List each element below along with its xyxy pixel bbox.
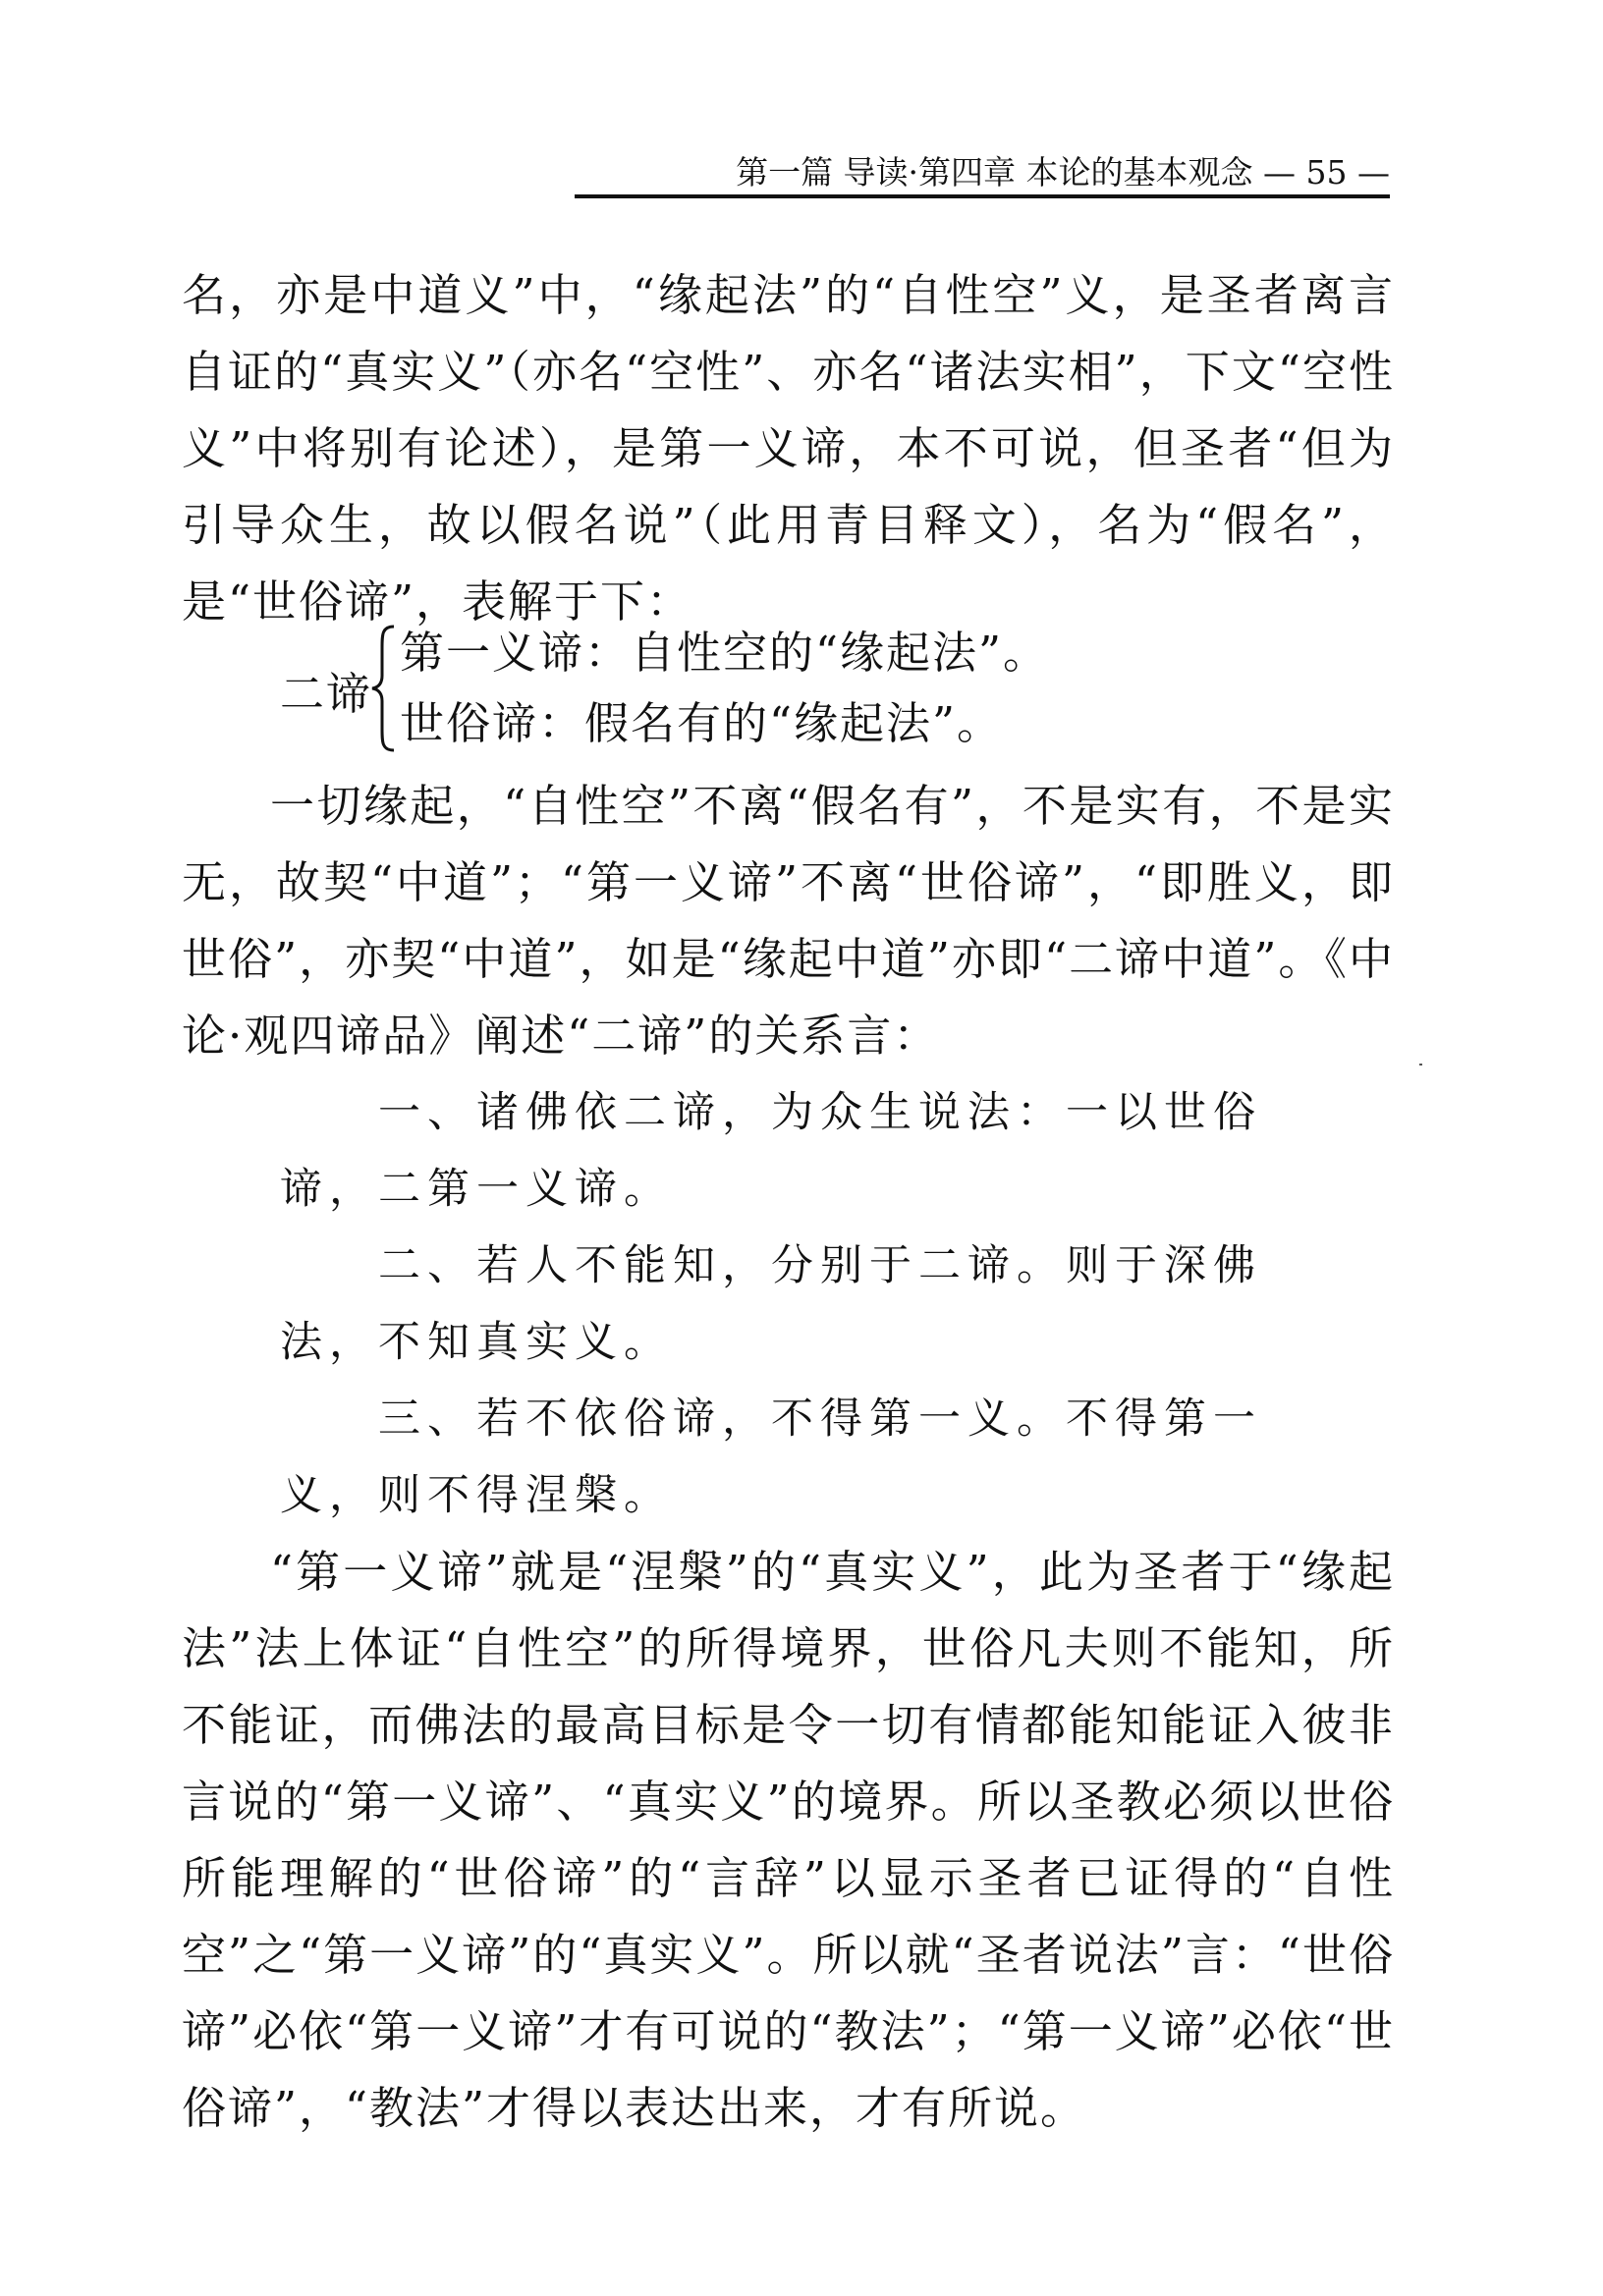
- two-truths-label: 二谛: [280, 668, 373, 720]
- verse-quote-3: 三、若不依俗谛，不得第一义。不得第一义，则不得涅槃。: [280, 1394, 1262, 1520]
- paragraph-bottom-block: [182, 1534, 1395, 2147]
- verse-quote-2: 二、若人不能知，分别于二谛。则于深佛法，不知真实义。: [280, 1241, 1262, 1367]
- first-truth-line: 第一义谛：自性空的“缘起法”。: [400, 627, 1050, 679]
- paragraph-middle: 一切缘起，“自性空”不离“假名有”，不是实有，不是实无，故契“中道”；“第一义谛”不离“世俗谛”，“即胜义，即世俗”，亦契“中道”，如是“缘起中道”亦即“二谛中道”。《中论·观四谛品》阐述“二谛”的关系言：: [182, 780, 1395, 1062]
- verse-quote-2-block: [280, 1228, 1311, 1381]
- verse-quote-1-block: [280, 1074, 1311, 1228]
- paragraph-intro-block: [182, 257, 1395, 640]
- verse-quote-3-block: [280, 1381, 1311, 1534]
- paragraph-bottom: “第一义谛”就是“涅槃”的“真实义”，此为圣者于“缘起法”法上体证“自性空”的所得境界，世俗凡夫则不能知，所不能证，而佛法的最高目标是令一切有情都能知能证入彼非言说的“第一义谛”、“真实义”的境界。所以圣教必须以世俗所能理解的“世俗谛”的“言辞”以显示圣者已证得的“自性空”之“第一义谛”的“真实义”。所以就“圣者说法”言：“世俗谛”必依“第一义谛”才有可说的“教法”；“第一义谛”必依“世俗谛”，“教法”才得以表达出来，才有所说。: [182, 1546, 1395, 2134]
- running-header: 第一篇 导读·第四章 本论的基本观念 — 55 —: [736, 153, 1390, 191]
- curly-brace-icon: [370, 625, 398, 752]
- print-mark: [1419, 1064, 1422, 1066]
- verse-quote-1: 一、诸佛依二谛，为众生说法：一以世俗谛，二第一义谛。: [280, 1088, 1262, 1214]
- conventional-truth-line: 世俗谛：假名有的“缘起法”。: [400, 697, 1004, 749]
- paragraph-middle-block: [182, 768, 1395, 1074]
- two-truths-table: [280, 617, 1164, 754]
- paragraph-intro: 名，亦是中道义”中，“缘起法”的“自性空”义，是圣者离言自证的“真实义”（亦名“空性”、亦名“诸法实相”，下文“空性义”中将别有论述），是第一义谛，本不可说，但圣者“但为引导众生，故以假名说”（此用青目释文），名为“假名”，是“世俗谛”，表解于下：: [182, 269, 1395, 628]
- header-rule: [575, 194, 1390, 198]
